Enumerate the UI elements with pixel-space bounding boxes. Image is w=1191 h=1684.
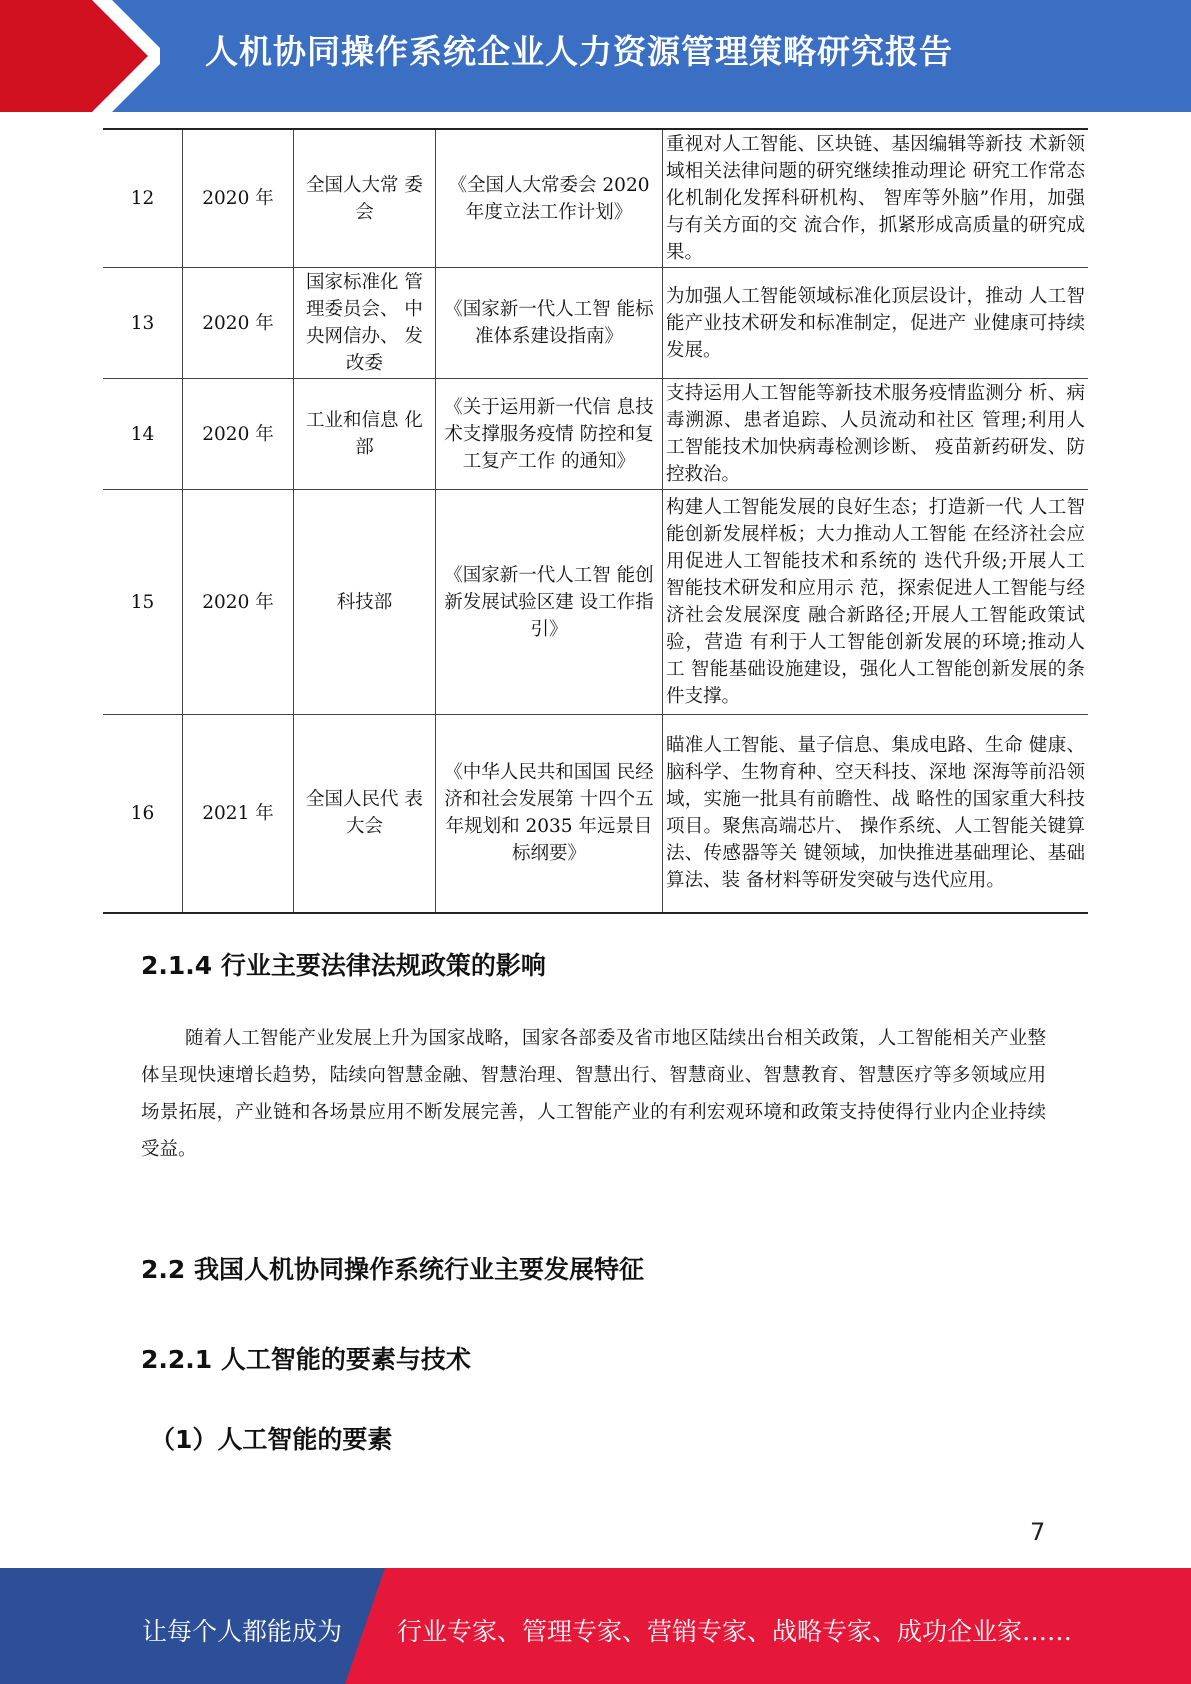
- section-heading-2-2: 2.2 我国人机协同操作系统行业主要发展特征: [141, 1255, 644, 1284]
- row-document: 《全国人大常委会 2020 年度立法工作计划》: [436, 129, 663, 268]
- section-heading-2-2-1: 2.2.1 人工智能的要素与技术: [141, 1345, 471, 1374]
- body-paragraph: 随着人工智能产业发展上升为国家战略，国家各部委及省市地区陆续出台相关政策，人工智能相关产业整体呈现快速增长趋势，陆续向智慧金融、智慧治理、智慧出行、智慧商业、智慧教育、智慧医疗等多领域应用场景拓展，产业链和各场景应用不断发展完善，人工智能产业的有利宏观环境和政策支持使得行业内企业持续受益。: [141, 1028, 1046, 1160]
- footer-slogan-right: 行业专家、管理专家、营销专家、战略专家、成功企业家……: [397, 1617, 1073, 1646]
- report-title: 人机协同操作系统企业人力资源管理策略研究报告: [205, 32, 953, 71]
- row-document: 《关于运用新一代信 息技术支撑服务疫情 防控和复工复产工作 的通知》: [436, 379, 663, 490]
- row-document: 《国家新一代人工智 能创新发展试验区建 设工作指引》: [436, 490, 663, 715]
- row-year: 2020 年: [183, 490, 294, 715]
- row-organization: 工业和信息 化部: [294, 379, 436, 490]
- row-number: 14: [103, 379, 183, 490]
- row-number: 15: [103, 490, 183, 715]
- row-year: 2020 年: [183, 268, 294, 379]
- subsection-heading-1: （1）人工智能的要素: [150, 1425, 393, 1454]
- row-year: 2020 年: [183, 379, 294, 490]
- row-number: 13: [103, 268, 183, 379]
- header-red-chevron: [0, 0, 160, 112]
- section-heading-2-1-4: 2.1.4 行业主要法律法规政策的影响: [141, 951, 546, 980]
- row-organization: 全国人大常 委会: [294, 129, 436, 268]
- row-content: 为加强人工智能领域标准化顶层设计，推动 人工智能产业技术研发和标准制定，促进产 业健康可持续发展。: [663, 268, 1089, 379]
- row-content: 瞄准人工智能、量子信息、集成电路、生命 健康、脑科学、生物育种、空天科技、深地 深海等前沿领域，实施一批具有前瞻性、战 略性的国家重大科技项目。聚焦高端芯片、 操作系统、人工智能关键算法、传感器等关 键领域，加快推进基础理论、基础算法、装 备材料等研发突破与迭代应用。: [663, 715, 1089, 913]
- table-row: [103, 379, 1088, 490]
- row-content: 支持运用人工智能等新技术服务疫情监测分 析、病毒溯源、患者追踪、人员流动和社区 管理;利用人工智能技术加快病毒检测诊断、 疫苗新药研发、防控救治。: [663, 379, 1089, 490]
- footer-slogan-left: 让每个人都能成为: [142, 1617, 343, 1646]
- row-document: 《国家新一代人工智 能标准体系建设指南》: [436, 268, 663, 379]
- table-row: [103, 268, 1088, 379]
- row-number: 12: [103, 129, 183, 268]
- row-number: 16: [103, 715, 183, 913]
- row-content: 构建人工智能发展的良好生态；打造新一代 人工智能创新发展样板；大力推动人工智能 在经济社会应用促进人工智能技术和系统的 迭代升级;开展人工智能技术研发和应用示 范，探索促进人工智能与经济社会发展深度 融合新路径;开展人工智能政策试验，营造 有利于人工智能创新发展的环境;推动人工 智能基础设施建设，强化人工智能创新发展的条件支撑。: [663, 490, 1089, 715]
- row-document: 《中华人民共和国国 民经济和社会发展第 十四个五年规划和 2035 年远景目标纲要》: [436, 715, 663, 913]
- policy-table: [103, 128, 1088, 914]
- row-organization: 科技部: [294, 490, 436, 715]
- row-year: 2021 年: [183, 715, 294, 913]
- page-header: [0, 0, 1191, 112]
- row-year: 2020 年: [183, 129, 294, 268]
- row-content: 重视对人工智能、区块链、基因编辑等新技 术新领域相关法律问题的研究继续推动理论 研究工作常态化机制化发挥科研机构、 智库等外脑”作用，加强与有关方面的交 流合作，抓紧形成高质量的研究成果。: [663, 129, 1089, 268]
- row-organization: 全国人民代 表大会: [294, 715, 436, 913]
- table-row: [103, 490, 1088, 715]
- table-row: [103, 715, 1088, 913]
- page-number: 7: [1030, 1518, 1046, 1546]
- table-row: [103, 129, 1088, 268]
- row-organization: 国家标准化 管理委员会、 中央网信办、 发改委: [294, 268, 436, 379]
